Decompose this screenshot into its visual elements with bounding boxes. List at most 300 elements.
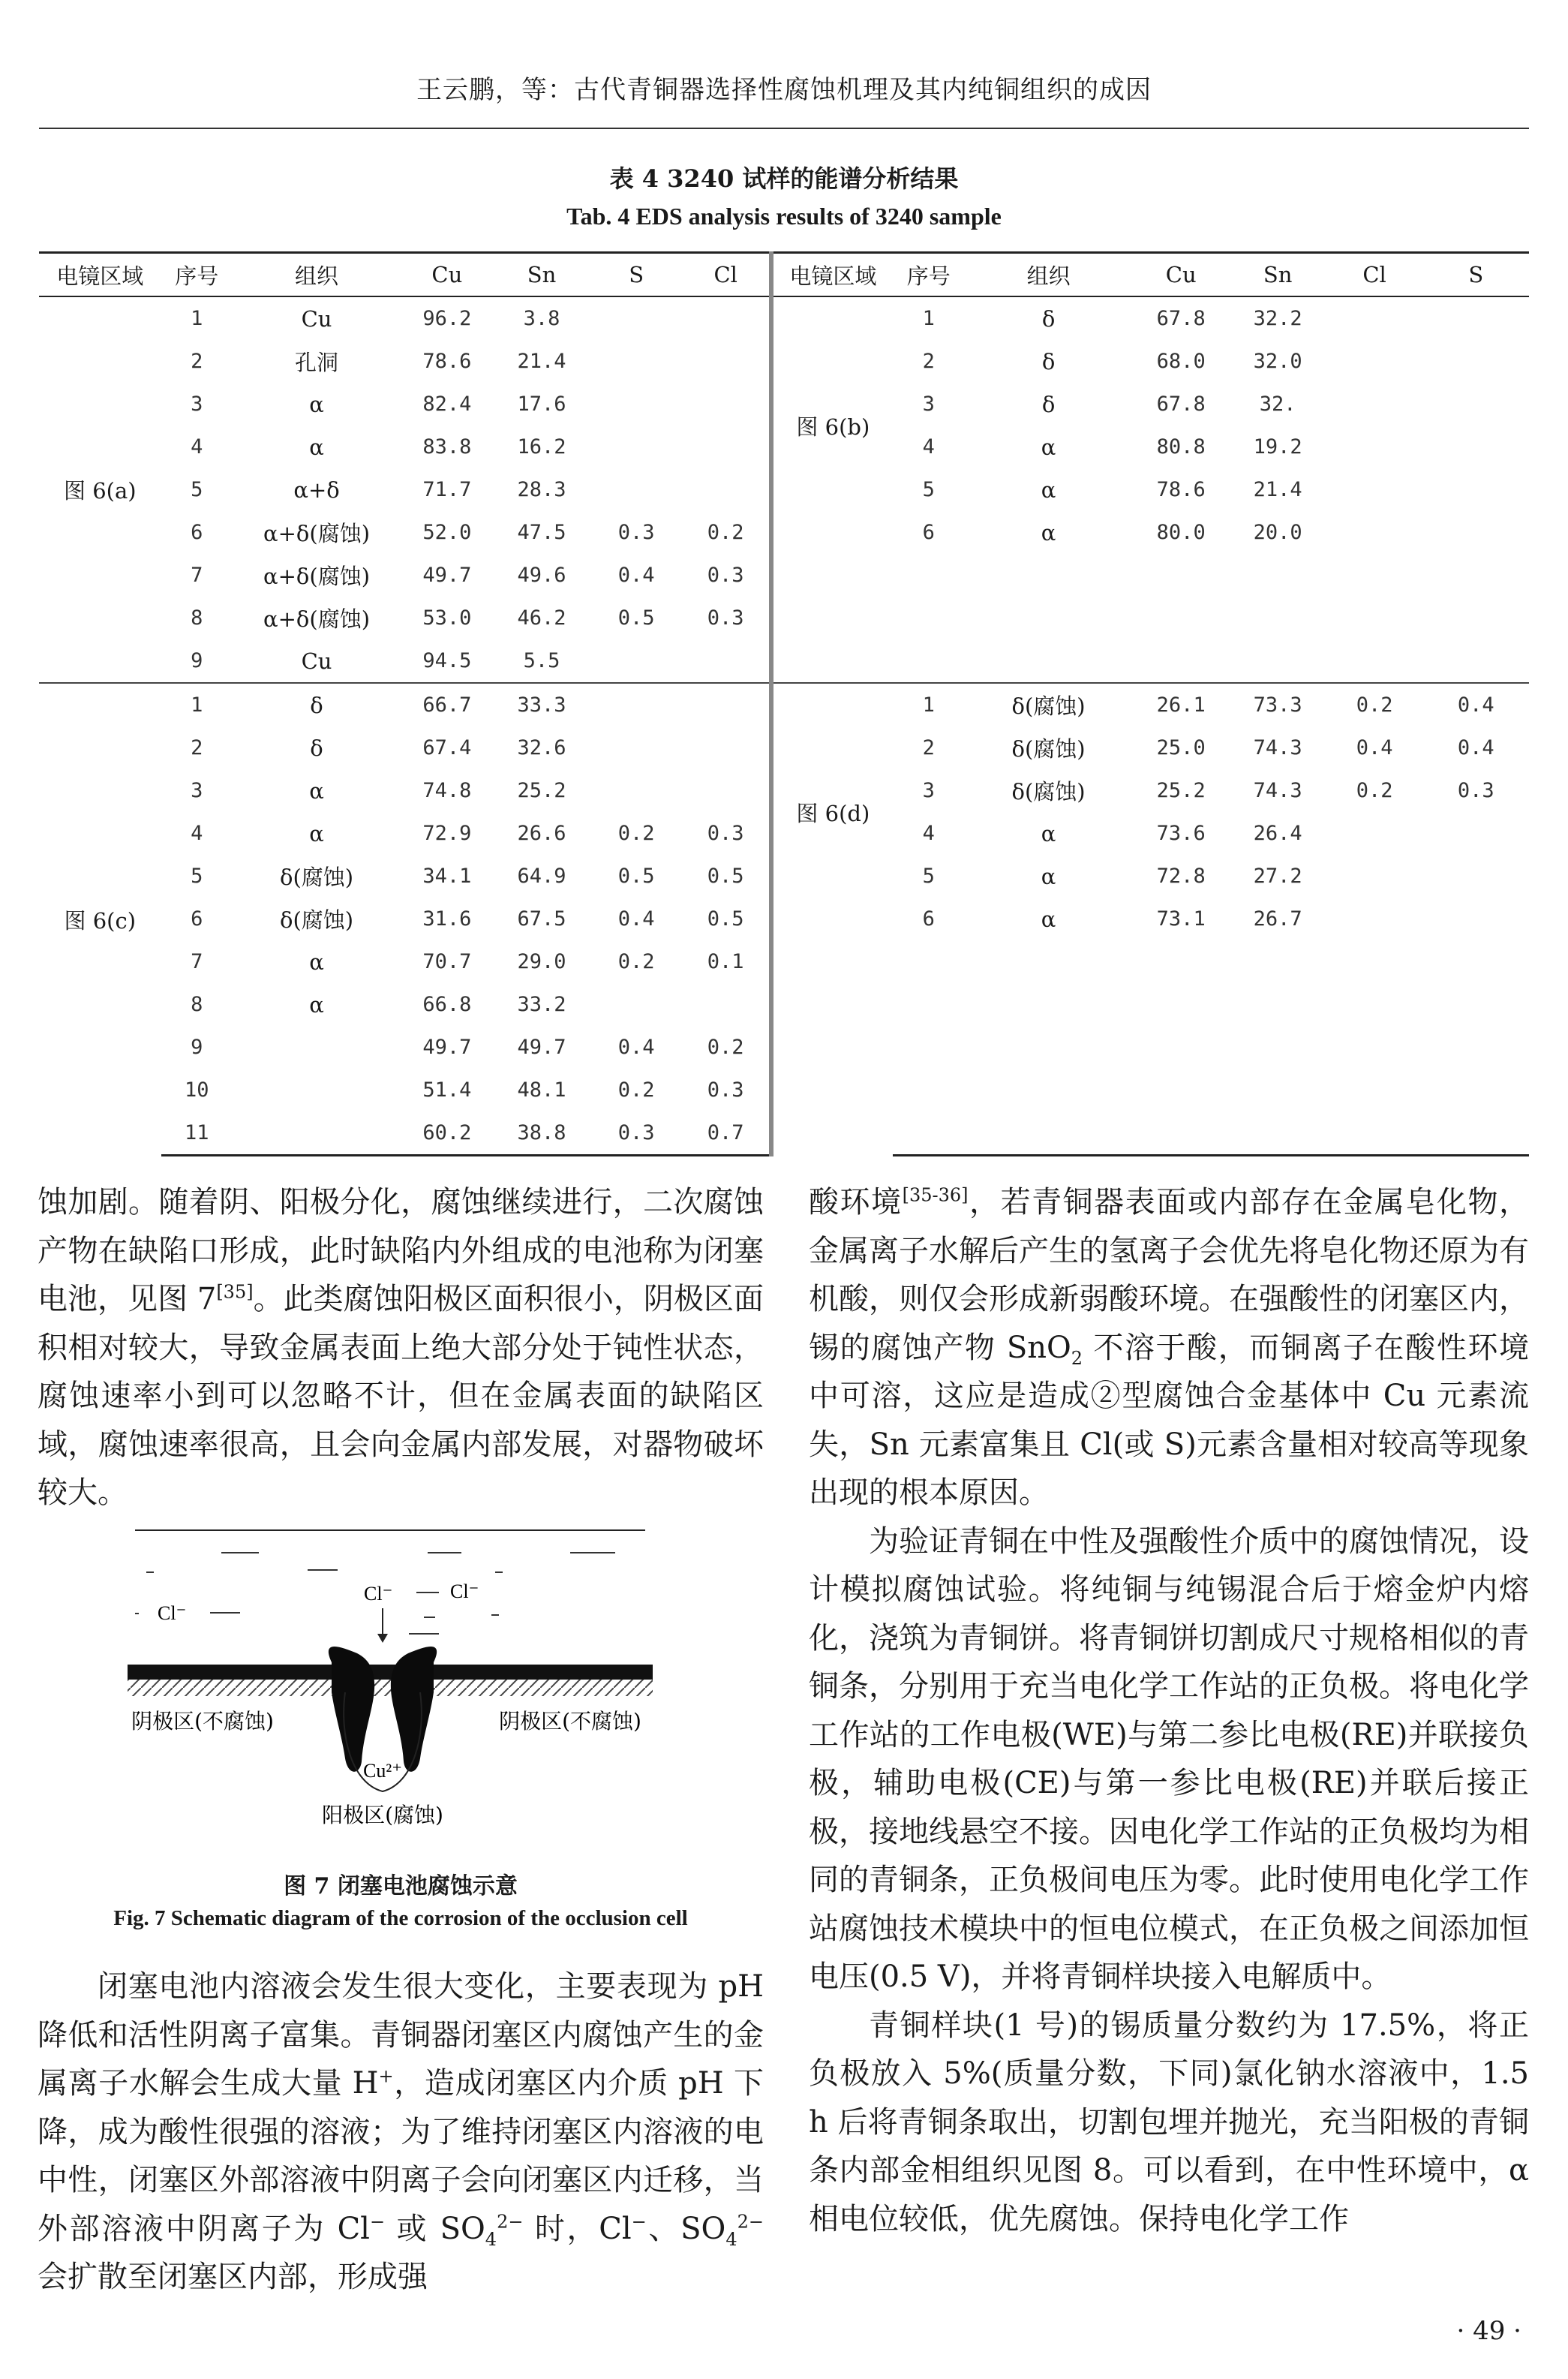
empty-cell [1133,940,1230,983]
table-cell [683,383,771,426]
table-row [39,940,1529,983]
empty-cell [1230,983,1326,1026]
empty-cell [1423,554,1529,597]
table-cell: Cu [301,305,332,332]
table-cell: 49.6 [517,564,566,587]
text-span: 、SO [646,2211,726,2246]
table-cell: 32.6 [517,736,566,759]
empty-cell [964,554,1132,597]
empty-cell [1423,983,1529,1026]
table-cell: 6 [191,521,203,544]
table-cell: α [1041,863,1056,889]
table-cell: α [309,949,324,975]
table-cell: 2 [191,736,203,759]
empty-cell [1326,639,1423,683]
table-cell: 72.8 [1156,865,1206,888]
right-column-text [809,1178,1529,2243]
table-cell: 5.5 [523,649,560,672]
table-cell [1423,296,1529,340]
superscript: − [369,2211,386,2233]
page-number: · 49 · [1456,2316,1521,2346]
table-cell: 68.0 [1156,350,1206,373]
empty-cell [1230,940,1326,983]
empty-cell [1326,597,1423,639]
table-cell: 82.4 [422,392,472,416]
table-cell: 9 [191,1036,203,1059]
copper-ion-label: Cu²⁺ [363,1760,402,1782]
table-cell: 67.4 [422,736,472,759]
table-cell: 0.4 [1423,683,1529,726]
table-cell: Cu [301,648,332,674]
table-cell: δ [310,735,323,761]
left-column-text-2 [38,1962,764,2302]
table-cell [683,639,771,683]
table-cell: α [309,820,324,847]
table-cell [683,726,771,769]
table-cell: α [1041,434,1056,460]
table-cell: 0.4 [1457,736,1494,759]
table-cell: 0.2 [1326,683,1423,726]
occlusion-cell-figure [120,1520,660,1850]
table-cell: 48.1 [517,1078,566,1102]
table-cell: 78.6 [1156,478,1206,501]
table-cell: 0.3 [707,606,744,630]
table-cell: 96.2 [422,307,472,330]
table-header-cell: Cu [401,253,493,297]
table-cell [233,1069,401,1111]
table-cell: 1 [191,307,203,330]
header-rule [39,128,1529,129]
table-cell [683,340,771,383]
cathode-label-left: 阴极区(不腐蚀) [131,1709,274,1734]
empty-cell [1133,1069,1230,1111]
table-cell: 19.2 [1253,435,1302,459]
arrow-head [377,1634,388,1643]
empty-cell [893,1026,964,1069]
anode-label: 阳极区(腐蚀) [322,1803,443,1827]
empty-cell [893,554,964,597]
table-cell [1423,426,1529,468]
table-cell: 4 [191,822,203,845]
table-cell: 8 [191,993,203,1016]
table-cell: 74.3 [1253,736,1302,759]
empty-cell [1423,1111,1529,1156]
table-cell: 9 [191,649,203,672]
metal-substrate [128,1680,653,1696]
table-cell: α [309,991,324,1018]
table-cell [590,468,682,511]
table-cell: 0.3 [1457,779,1494,802]
table-cell: α [1041,906,1056,932]
table-cell [233,1111,401,1156]
table-cell: 0.2 [1356,779,1393,802]
text-span: 会扩散至闭塞区内部，形成强 [38,2260,428,2294]
table-row [39,296,1529,340]
region-label: 图 6(b) [771,296,894,554]
text-span: 蚀加剧。随着阴、阳极分化，腐蚀继续进行，二次腐蚀产物在缺陷口形成，此时缺陷内外组成的电池称为闭塞电池，见图 7 [38,1185,764,1316]
left-paragraph-1 [38,1178,764,1517]
corrosion-product-left [329,1647,374,1772]
table-cell: 3 [191,392,203,416]
table-cell: 28.3 [517,478,566,501]
table-cell: 0.3 [590,1111,682,1156]
table-header-cell: Cu [1133,253,1230,297]
table-cell: 74.8 [422,779,472,802]
table-cell [1326,340,1423,383]
table-cell: 1 [161,683,233,726]
table-cell: 94.5 [422,649,472,672]
table-cell: 47.5 [517,521,566,544]
table-cell: α+δ [293,477,340,503]
table-cell: 73.1 [1156,907,1206,931]
table-cell: 27.2 [1253,865,1302,888]
citation: [35-36] [902,1184,969,1206]
empty-cell [1326,1111,1423,1156]
table-cell: 32.0 [1253,350,1302,373]
table-cell: 67.8 [1156,392,1206,416]
eds-table [39,251,1529,1156]
table-cell [683,683,771,726]
table-cell: 21.4 [1253,478,1302,501]
empty-cell [771,554,894,683]
table-cell [683,426,771,468]
table-cell: α [1041,820,1056,847]
table-header-cell: Sn [494,253,590,297]
table-header-cell: S [1423,253,1529,297]
table-cell: δ [1041,391,1056,417]
right-paragraph-1 [809,1178,1529,1517]
text-span: 不溶于酸，而铜离子在酸性环境中可溶，这应是造成②型腐蚀合金基体中 Cu 元素流失，Sn 元素富集且 Cl(或 S)元素含量相对较高等现象出现的根本原因。 [809,1330,1529,1510]
table-cell: 2 [922,736,935,759]
table-cell: 11 [161,1111,233,1156]
empty-cell [1133,597,1230,639]
table-header-cell: 电镜区域 [39,253,161,297]
table-cell: 7 [191,950,203,973]
table-cell: 60.2 [401,1111,493,1156]
empty-cell [964,597,1132,639]
table-row [39,683,1529,726]
table-cell: 0.2 [617,950,655,973]
table-cell: 26.1 [1133,683,1230,726]
superscript: 2− [497,2211,524,2233]
table-cell: 0.1 [707,950,744,973]
table-cell: 73.3 [1230,683,1326,726]
table-header-cell: 组织 [964,253,1132,297]
empty-cell [1326,940,1423,983]
table-cell: 0.2 [707,1036,744,1059]
table-cell [1326,468,1423,511]
table-cell: 4 [922,822,935,845]
table-cell: 66.8 [422,993,472,1016]
table-cell: α [1041,519,1056,546]
table-cell [1423,340,1529,383]
table-cell: 1 [922,307,935,330]
table-cell: 16.2 [517,435,566,459]
table-cell: 34.1 [422,865,472,888]
text-span: 或 SO [385,2211,485,2246]
table-cell [1423,855,1529,898]
table-header-cell: Sn [1230,253,1326,297]
table-cell [1326,855,1423,898]
table-cell: α [309,434,324,460]
chloride-label-right: Cl⁻ [450,1580,479,1602]
table-cell: 49.7 [422,564,472,587]
table-cell: 20.0 [1253,521,1302,544]
table-cell: 0.2 [617,822,655,845]
table-cell [1423,511,1529,554]
table-cell: α [309,391,324,417]
table-cell [590,296,682,340]
table-cell: 71.7 [422,478,472,501]
table-cell: δ [1041,305,1056,332]
table-cell: δ(腐蚀) [279,907,354,933]
table-header-cell: 序号 [161,253,233,297]
empty-cell [1423,1069,1529,1111]
table-cell: 33.3 [494,683,590,726]
chloride-label-mid: Cl⁻ [364,1583,393,1605]
empty-cell [1133,554,1230,597]
table-cell: 3.8 [523,307,560,330]
empty-cell [893,983,964,1026]
figure-caption-en: Fig. 7 Schematic diagram of the corrosion of the occlusion cell [113,1906,688,1930]
chloride-label-left: Cl⁻ [158,1602,187,1624]
table-cell [590,426,682,468]
empty-cell [964,1069,1132,1111]
table-header-cell: Cl [1326,253,1423,297]
empty-cell [1133,639,1230,683]
corrosion-product-right [391,1647,437,1772]
table-cell: 46.2 [517,606,566,630]
table-cell [1326,296,1423,340]
table-cell: 6 [922,907,935,931]
empty-cell [893,1069,964,1111]
table-cell: 5 [922,865,935,888]
table-cell: 32.2 [1253,307,1302,330]
table-cell: α+δ(腐蚀) [263,606,371,632]
table-cell: 孔洞 [295,350,339,375]
table-cell: 3 [191,779,203,802]
empty-cell [964,983,1132,1026]
table-cell: 5 [191,865,203,888]
subscript: 4 [725,2228,737,2250]
empty-cell [893,639,964,683]
table-cell: 0.3 [707,822,744,845]
table-cell [590,340,682,383]
metal-surface-film [128,1665,653,1680]
table-cell: 0.5 [707,865,744,888]
table-cell: 83.8 [422,435,472,459]
empty-cell [893,1111,964,1156]
empty-cell [1230,554,1326,597]
table-cell: 49.7 [517,1036,566,1059]
table-cell: 4 [922,435,935,459]
figure-caption-zh: 图 7 闭塞电池腐蚀示意 [284,1873,518,1899]
table-cell [1423,468,1529,511]
text-span: 闭塞电池内溶液会发生很大变化，主要表现为 pH 降低和活性阴离子富集。青铜器闭塞区内腐蚀产生的金属离子水解会生成大量 H [38,1969,764,2101]
empty-cell [771,940,894,1156]
table-cell: 0.3 [707,564,744,587]
empty-cell [1230,639,1326,683]
table-row [39,554,1529,597]
empty-cell [964,639,1132,683]
table-cell: 80.0 [1156,521,1206,544]
table-header-cell: 电镜区域 [771,253,894,297]
table-cell: 2 [191,350,203,373]
empty-cell [1230,1069,1326,1111]
table-cell: 5 [922,478,935,501]
empty-cell [1230,1111,1326,1156]
table-cell: 26.6 [517,822,566,845]
table-cell [1423,812,1529,855]
table-cell: 0.4 [617,564,655,587]
region-label: 图 6(d) [771,683,894,940]
table-cell: 3 [922,779,935,802]
table-cell: 17.6 [517,392,566,416]
table-cell [590,639,682,683]
table-cell: 26.7 [1253,907,1302,931]
empty-cell [893,940,964,983]
table-cell [590,726,682,769]
table-cell [1326,426,1423,468]
table-cell: 7 [191,564,203,587]
table-cell: 33.2 [517,993,566,1016]
table-cell: 0.4 [617,907,655,931]
table-cell [683,468,771,511]
table-cell: 67.8 [1156,307,1206,330]
left-paragraph-2 [38,1962,764,2302]
empty-cell [1326,983,1423,1026]
table-cell: 4 [191,435,203,459]
empty-cell [1230,1026,1326,1069]
table-caption-en: Tab. 4 EDS analysis results of 3240 sample [566,203,1002,230]
table-cell [1326,812,1423,855]
text-span: 酸环境 [809,1185,903,1220]
table-header-cell: S [590,253,682,297]
table-cell: 72.9 [422,822,472,845]
table-cell: 3 [922,392,935,416]
table-cell: α [309,777,324,804]
empty-cell [964,940,1132,983]
table-header-cell: 序号 [893,253,964,297]
empty-cell [1423,639,1529,683]
table-cell: δ(腐蚀) [964,683,1132,726]
table-cell: 53.0 [422,606,472,630]
superscript: 2− [737,2211,764,2233]
table-cell [233,1026,401,1069]
table-cell: 70.7 [422,950,472,973]
table-cell [1326,383,1423,426]
empty-cell [964,1026,1132,1069]
table-cell: δ(腐蚀) [279,865,354,890]
table-cell: 10 [184,1078,209,1102]
table-cell [590,683,682,726]
text-span: 时，Cl [523,2211,632,2246]
cathode-label-right: 阴极区(不腐蚀) [499,1709,641,1734]
table-cell: 8 [191,606,203,630]
empty-cell [1326,1026,1423,1069]
table-header-row [39,253,1529,297]
table-cell: 52.0 [422,521,472,544]
table-cell: 0.3 [617,521,655,544]
empty-cell [893,597,964,639]
table-cell [1423,383,1529,426]
table-cell: 67.5 [517,907,566,931]
table-cell: 74.3 [1253,779,1302,802]
table-cell: α+δ(腐蚀) [263,521,371,546]
region-label: 图 6(a) [64,478,137,504]
table-cell: 25.2 [517,779,566,802]
table-cell: 51.4 [422,1078,472,1102]
table-cell [1423,898,1529,940]
table-cell: 32. [1259,392,1296,416]
empty-cell [1133,1111,1230,1156]
table-cell [683,296,771,340]
table-cell: 0.3 [707,1078,744,1102]
table-header-cell: Cl [683,253,771,297]
table-cell [590,983,682,1026]
table-cell: 2 [922,350,935,373]
region-label: 图 6(c) [39,683,161,1156]
empty-cell [1326,554,1423,597]
table-cell: 0.2 [707,521,744,544]
empty-cell [1423,597,1529,639]
subscript: 2 [1071,1347,1083,1369]
left-column-text [38,1178,764,1517]
empty-cell [964,1111,1132,1156]
table-cell [590,769,682,812]
citation: [35] [216,1281,254,1303]
table-cell: 6 [922,521,935,544]
table-cell: 26.4 [1253,822,1302,845]
table-cell: α+δ(腐蚀) [263,564,371,589]
table-cell: 21.4 [517,350,566,373]
table-cell: 0.7 [683,1111,771,1156]
table-cell: 29.0 [517,950,566,973]
table-cell [683,769,771,812]
text-span: ，造成闭塞区内介质 pH 下降，成为酸性很强的溶液；为了维持闭塞区内溶液的电中性，闭塞区外部溶液中阴离子会向闭塞区内迁移，当外部溶液中阴离子为 Cl [38,2066,764,2246]
table-cell [1326,511,1423,554]
table-cell [1326,898,1423,940]
table-cell: 66.7 [401,683,493,726]
text-span: ，若青铜器表面或内部存在金属皂化物，金属离子水解后产生的氢离子会优先将皂化物还原为有机酸，则仅会形成新弱酸环境。在强酸性的闭塞区内，锡的腐蚀产物 SnO [809,1185,1530,1365]
empty-cell [1133,1026,1230,1069]
empty-cell [1326,1069,1423,1111]
table-cell: 73.6 [1156,822,1206,845]
table-cell: 25.2 [1156,779,1206,802]
table-header-cell: 组织 [233,253,401,297]
table-cell: δ(腐蚀) [1011,736,1086,762]
empty-cell [1423,1026,1529,1069]
table-cell: 0.4 [1356,736,1393,759]
table-cell [683,983,771,1026]
table-cell: 5 [191,478,203,501]
right-paragraph-3: 青铜样块(1 号)的锡质量分数约为 17.5%，将正负极放入 5%(质量分数，下同)氯化钠水溶液中，1.5 h 后将青铜条取出，切割包埋并抛光，充当阳极的青铜条内部金相组织见图 8。可以看到，在中性环境中，α 相电位较低，优先腐蚀。保持电化学工作 [809,2008,1529,2236]
table-cell: 0.5 [617,606,655,630]
table-cell [590,383,682,426]
table-cell: δ [233,683,401,726]
subscript: 4 [485,2228,497,2250]
table-cell: 78.6 [422,350,472,373]
table-cell: 0.5 [707,907,744,931]
table-body [39,296,1529,1156]
table-caption-zh: 表 4 3240 试样的能谱分析结果 [609,164,959,193]
empty-cell [1133,983,1230,1026]
empty-cell [1230,597,1326,639]
text-span: 。此类腐蚀阳极区面积很小，阴极区面积相对较大，导致金属表面上绝大部分处于钝性状态，腐蚀速率小到可以忽略不计，但在金属表面的缺陷区域，腐蚀速率很高，且会向金属内部发展，对器物破坏较大。 [38,1282,764,1510]
table-cell: 38.8 [494,1111,590,1156]
empty-cell [1423,940,1529,983]
right-paragraph-2: 为验证青铜在中性及强酸性介质中的腐蚀情况，设计模拟腐蚀试验。将纯铜与纯锡混合后于熔金炉内熔化，浇筑为青铜饼。将青铜饼切割成尺寸规格相似的青铜条，分别用于充当电化学工作站的正负极。将电化学工作站的工作电极(WE)与第二参比电极(RE)并联接负极，辅助电极(CE)与第一参比电极(RE)并联后接正极，接地线悬空不接。因电化学工作站的正负极均为相同的青铜条，正负极间电压为零。此时使用电化学工作站腐蚀技术模块中的恒电位模式，在正负极之间添加恒电压(0.5 V)，并将青铜样块接入电解质中。 [809,1523,1529,1994]
